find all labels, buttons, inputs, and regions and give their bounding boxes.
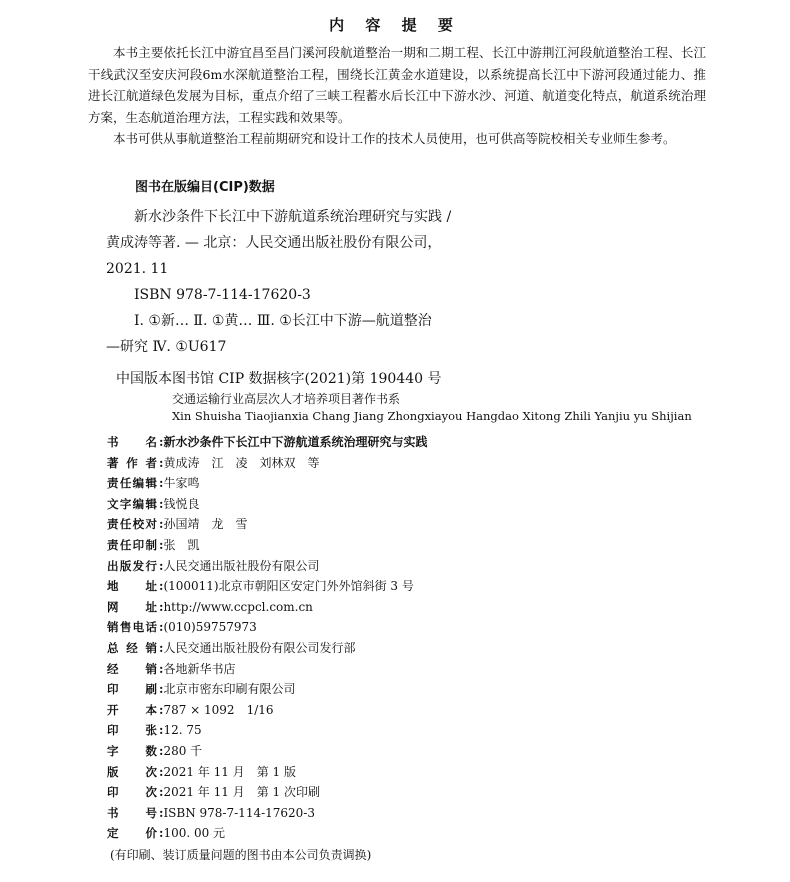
meta-label: 书 号: [107, 805, 157, 820]
meta-row-editor: 责任编辑 :牛家鸣: [107, 473, 427, 494]
cip-line: 新水沙条件下长江中下游航道系统治理研究与实践 /: [134, 209, 452, 225]
meta-label: 印 刷: [107, 682, 157, 697]
cip-block: [106, 204, 696, 392]
meta-row-distributor: 总 经 销 :人民交通出版社股份有限公司发行部: [107, 638, 427, 659]
meta-row-text-editor: 文字编辑 :钱悦良: [107, 494, 427, 515]
meta-label: 开 本: [107, 702, 157, 717]
meta-value: 2021 年 11 月 第 1 次印刷: [163, 785, 320, 800]
meta-row-printing-supervisor: 责任印制 :张 凯: [107, 535, 427, 556]
meta-value: 2021 年 11 月 第 1 版: [163, 764, 296, 779]
meta-row-edition: 版 次 :2021 年 11 月 第 1 版: [107, 762, 427, 783]
meta-row-title: 书 名 :新水沙条件下长江中下游航道系统治理研究与实践: [107, 432, 427, 453]
meta-value: 人民交通出版社股份有限公司发行部: [163, 640, 356, 655]
meta-value: (010)59757973: [163, 620, 257, 635]
cip-line: Ⅰ. ①新… Ⅱ. ①黄… Ⅲ. ①长江中下游—航道整治: [134, 313, 432, 329]
cip-line: —研究 Ⅳ. ①U617: [106, 339, 227, 355]
meta-value: 牛家鸣: [163, 476, 200, 491]
meta-row-isbn: 书 号 :ISBN 978-7-114-17620-3: [107, 803, 427, 824]
meta-row-printer: 印 刷 :北京市密东印刷有限公司: [107, 679, 427, 700]
summary: [88, 42, 706, 150]
meta-label: 书 名: [107, 435, 157, 449]
meta-value: (100011)北京市朝阳区安定门外外馆斜街 3 号: [163, 579, 414, 594]
meta-row-proofreader: 责任校对 :孙国靖 龙 雪: [107, 514, 427, 535]
meta-label: 责任校对: [107, 517, 157, 532]
meta-row-retailer: 经 销 :各地新华书店: [107, 659, 427, 680]
meta-label: 出版发行: [107, 558, 157, 573]
summary-paragraph: 本书主要依托长江中游宜昌至昌门溪河段航道整治一期和二期工程、长江中游荆江河段航道整治工程、长江干线武汉至安庆河段6m水深航道整治工程，围绕长江黄金水道建设，以系统提高长江中下游河段通过能力、推进长江航道绿色发展为目标，重点介绍了三峡工程蓄水后长江中下游水沙、河道、航道变化特点，航道系统治理方案，生态航道治理方法，工程实践和效果等。: [88, 45, 706, 125]
meta-row-phone: 销售电话 :(010)59757973: [107, 617, 427, 638]
meta-label: 责任印制: [107, 537, 157, 552]
meta-label: 著 作 者: [107, 455, 157, 470]
meta-label: 总 经 销: [107, 640, 157, 655]
page-title: 内 容 提 要: [329, 16, 461, 34]
meta-value: 新水沙条件下长江中下游航道系统治理研究与实践: [163, 435, 428, 449]
summary-paragraph: 本书可供从事航道整治工程前期研究和设计工作的技术人员使用，也可供高等院校相关专业师生参考。: [113, 131, 676, 146]
meta-row-format: 开 本 :787 × 1092 1/16: [107, 700, 427, 721]
meta-value: 黄成涛 江 凌 刘林双 等: [163, 455, 320, 470]
meta-label: 网 址: [107, 599, 157, 614]
cip-heading: 图书在版编目(CIP)数据: [135, 180, 275, 195]
meta-label: 印 张: [107, 723, 157, 738]
meta-row-printing: 印 次 :2021 年 11 月 第 1 次印刷: [107, 782, 427, 803]
meta-value: 孙国靖 龙 雪: [163, 517, 248, 532]
cip-line: ISBN 978-7-114-17620-3: [134, 287, 311, 303]
meta-value: 12. 75: [163, 723, 202, 738]
meta-row-sheets: 印 张 :12. 75: [107, 720, 427, 741]
cip-line: 黄成涛等著. — 北京：人民交通出版社股份有限公司，: [106, 235, 442, 251]
meta-value: 北京市密东印刷有限公司: [163, 682, 296, 697]
pinyin-title: Xin Shuisha Tiaojianxia Chang Jiang Zhongxiayou Hangdao Xitong Zhili Yanjiu yu Shijian: [172, 409, 692, 423]
meta-row-address: 地 址 :(100011)北京市朝阳区安定门外外馆斜街 3 号: [107, 576, 427, 597]
meta-value: 100. 00 元: [163, 826, 226, 841]
meta-row-website: 网 址 :http://www.ccpcl.com.cn: [107, 597, 427, 618]
metadata-list: [107, 432, 427, 844]
meta-row-publisher: 出版发行 :人民交通出版社股份有限公司: [107, 556, 427, 577]
meta-value: http://www.ccpcl.com.cn: [163, 599, 313, 614]
meta-label: 印 次: [107, 785, 157, 800]
meta-row-author: 著 作 者 :黄成涛 江 凌 刘林双 等: [107, 453, 427, 474]
meta-row-price: 定 价 :100. 00 元: [107, 823, 427, 844]
meta-value: 人民交通出版社股份有限公司: [163, 558, 320, 573]
meta-value: 各地新华书店: [163, 661, 236, 676]
meta-row-word-count: 字 数 :280 千: [107, 741, 427, 762]
meta-value: 钱悦良: [163, 496, 200, 511]
meta-label: 文字编辑: [107, 496, 157, 511]
quality-note: (有印刷、装订质量问题的图书由本公司负责调换): [110, 848, 372, 862]
meta-value: 张 凯: [163, 537, 200, 552]
meta-label: 地 址: [107, 579, 157, 594]
cip-library-line: 中国版本图书馆 CIP 数据核字(2021)第 190440 号: [116, 371, 442, 387]
meta-label: 经 销: [107, 661, 157, 676]
meta-value: 787 × 1092 1/16: [163, 702, 274, 717]
meta-label: 销售电话: [107, 620, 157, 635]
series-name: 交通运输行业高层次人才培养项目著作书系: [172, 392, 401, 406]
meta-label: 版 次: [107, 764, 157, 779]
meta-value: ISBN 978-7-114-17620-3: [163, 805, 316, 820]
meta-label: 字 数: [107, 743, 157, 758]
cip-line: 2021. 11: [106, 261, 169, 277]
meta-label: 定 价: [107, 826, 157, 841]
meta-label: 责任编辑: [107, 476, 157, 491]
meta-value: 280 千: [163, 743, 203, 758]
